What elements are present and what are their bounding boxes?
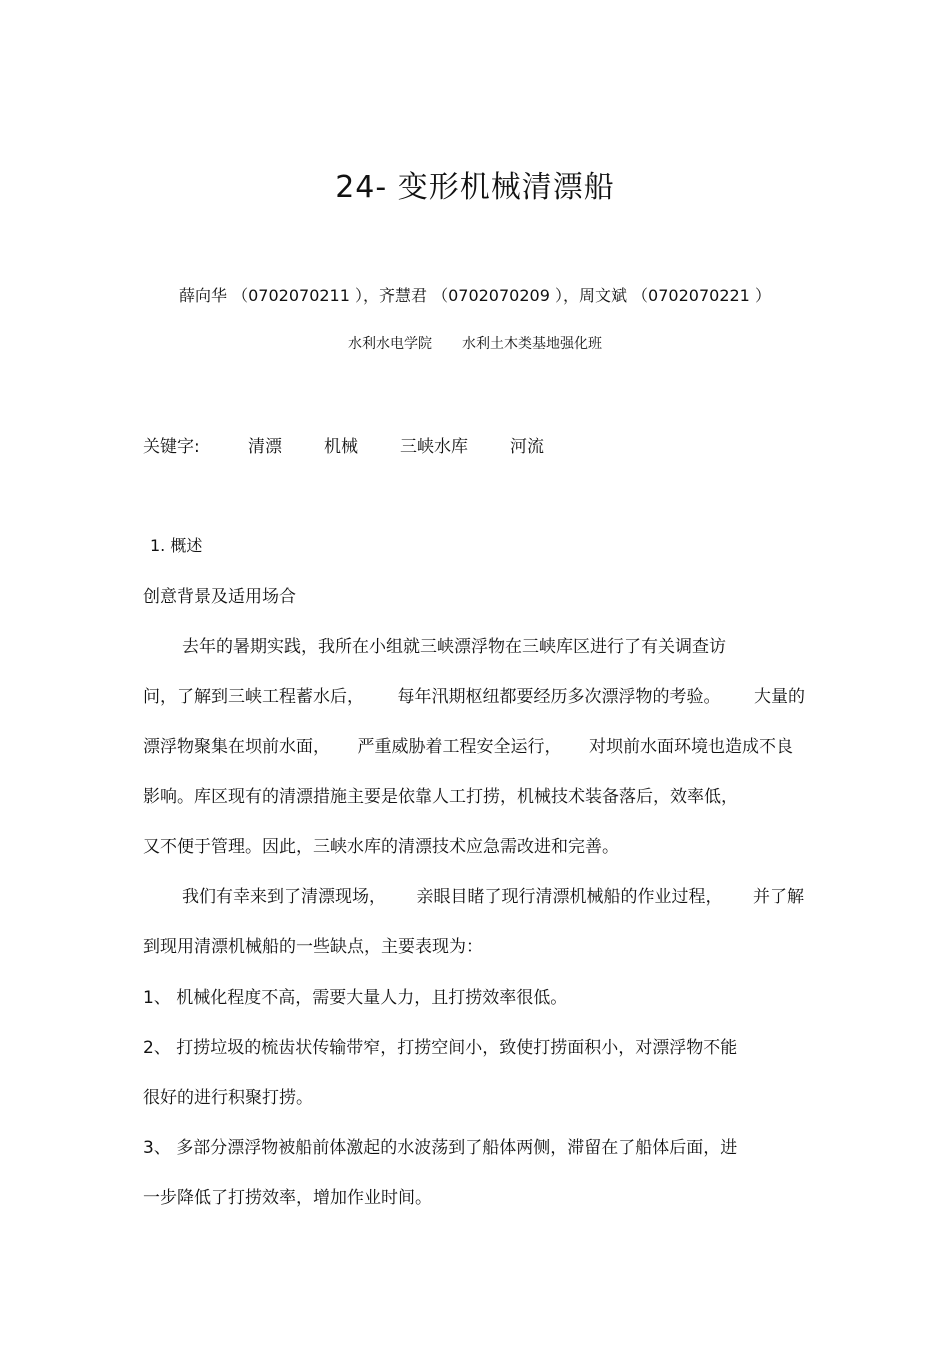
text-run: 漂浮物聚集在坝前水面， — [143, 737, 330, 757]
list-item: 3、 多部分漂浮物被船前体激起的水波荡到了船体两侧，滞留在了船体后面，进 — [143, 1138, 738, 1158]
affiliation-class: 水利土木类基地强化班 — [462, 336, 602, 352]
keyword: 河流 — [510, 437, 544, 457]
affiliation-college: 水利水电学院 — [348, 336, 432, 352]
text-run: 亲眼目睹了现行清漂机械船的作业过程， — [416, 887, 723, 907]
paragraph-line: 又不便于管理。因此，三峡水库的清漂技术应急需改进和完善。 — [143, 837, 619, 857]
keyword: 三峡水库 — [400, 437, 468, 457]
text-run: 对坝前水面环境也造成不良 — [589, 737, 793, 757]
paragraph-line — [182, 882, 804, 907]
paragraph-line: 到现用清漂机械船的一些缺点，主要表现为： — [143, 937, 483, 957]
paragraph-line — [143, 732, 793, 757]
list-item: 1、 机械化程度不高，需要大量人力，且打捞效率很低。 — [143, 988, 568, 1008]
text-run: 每年汛期枢纽都要经历多次漂浮物的考验。 — [397, 687, 721, 707]
subsection-heading: 创意背景及适用场合 — [143, 587, 296, 607]
list-item: 2、 打捞垃圾的梳齿状传输带窄，打捞空间小，致使打捞面积小，对漂浮物不能 — [143, 1038, 738, 1058]
text-run: 我们有幸来到了清漂现场， — [182, 887, 386, 907]
keyword: 清漂 — [248, 437, 282, 457]
document-title: 24- 变形机械清漂船 — [335, 170, 615, 205]
affiliation-line — [0, 333, 950, 353]
keyword: 机械 — [324, 437, 358, 457]
list-item-continuation: 很好的进行积聚打捞。 — [143, 1088, 313, 1108]
text-run: 严重威胁着工程安全运行， — [357, 737, 562, 757]
paragraph-line: 去年的暑期实践，我所在小组就三峡漂浮物在三峡库区进行了有关调查访 — [182, 637, 726, 657]
authors-line: 薛向华 （0702070211 ），齐慧君 （0702070209 ），周文斌 （0702070221 ） — [179, 286, 771, 305]
paragraph-line — [143, 682, 805, 707]
paragraph-line: 影响。库区现有的清漂措施主要是依靠人工打捞，机械技术装备落后，效率低， — [143, 787, 738, 807]
text-run: 并了解 — [753, 887, 804, 907]
keywords-line — [143, 432, 586, 457]
text-run: 问，了解到三峡工程蓄水后， — [143, 687, 364, 707]
section-heading: 1. 概述 — [150, 536, 203, 555]
keywords-label: 关键字: — [143, 437, 200, 457]
text-run: 大量的 — [754, 687, 805, 707]
list-item-continuation: 一步降低了打捞效率，增加作业时间。 — [143, 1188, 432, 1208]
